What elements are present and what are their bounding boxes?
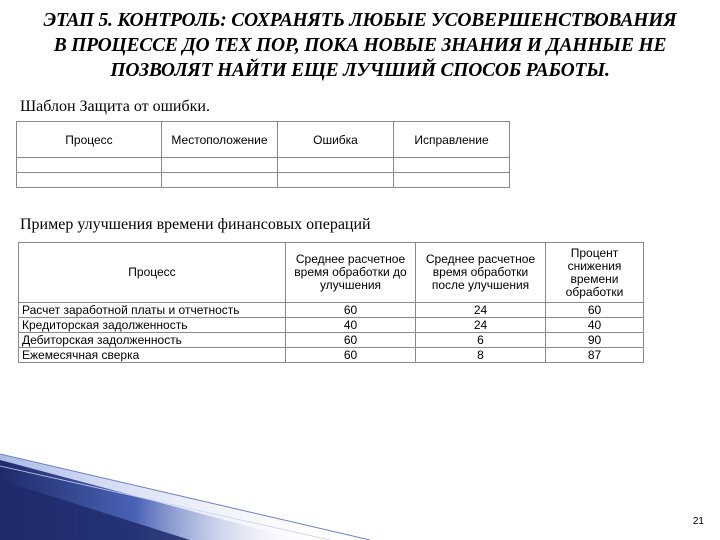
process-name: Ежемесячная сверка: [19, 348, 286, 363]
value-before: 40: [286, 318, 416, 333]
template-empty-row: [17, 158, 510, 173]
value-after: 24: [416, 303, 546, 318]
value-before: 60: [286, 303, 416, 318]
page-number: 21: [692, 516, 704, 527]
process-name: Кредиторская задолженность: [19, 318, 286, 333]
error-proofing-template-table: [16, 121, 510, 188]
value-after: 8: [416, 348, 546, 363]
process-header-after: Среднее расчетное время обработки после улучшения: [416, 243, 546, 303]
title-line-1: ЭТАП 5. КОНТРОЛЬ: СОХРАНЯТЬ ЛЮБЫЕ УСОВЕРШЕНСТВОВАНИЯ: [43, 10, 677, 31]
title-line-2: В ПРОЦЕССЕ ДО ТЕХ ПОР, ПОКА НОВЫЕ ЗНАНИЯ И ДАННЫЕ НЕ: [53, 35, 667, 56]
table-row: [19, 318, 644, 333]
template-cell: [394, 158, 510, 173]
template-header-fix: Исправление: [394, 122, 510, 158]
table-row: [19, 303, 644, 318]
value-before: 60: [286, 333, 416, 348]
process-header-row: [19, 243, 644, 303]
template-cell: [17, 173, 162, 188]
template-caption: Шаблон Защита от ошибки.: [20, 98, 210, 115]
process-header-before: Среднее расчетное время обработки до улучшения: [286, 243, 416, 303]
template-cell: [278, 158, 394, 173]
template-cell: [162, 173, 278, 188]
table-row: [19, 348, 644, 363]
value-after: 24: [416, 318, 546, 333]
process-header-process: Процесс: [19, 243, 286, 303]
process-name: Расчет заработной платы и отчетность: [19, 303, 286, 318]
corner-decoration: [0, 450, 370, 540]
template-empty-row: [17, 173, 510, 188]
template-header-process: Процесс: [17, 122, 162, 158]
value-reduction: 90: [546, 333, 644, 348]
example-caption: Пример улучшения времени финансовых операций: [20, 216, 371, 233]
title-line-3: ПОЗВОЛЯТ НАЙТИ ЕЩЕ ЛУЧШИЙ СПОСОБ РАБОТЫ.: [110, 60, 610, 81]
template-cell: [162, 158, 278, 173]
financial-operations-table: [18, 242, 644, 363]
template-cell: [17, 158, 162, 173]
value-reduction: 40: [546, 318, 644, 333]
slide-title: [10, 8, 710, 83]
template-cell: [394, 173, 510, 188]
value-before: 60: [286, 348, 416, 363]
value-reduction: 60: [546, 303, 644, 318]
template-cell: [278, 173, 394, 188]
table-row: [19, 333, 644, 348]
process-name: Дебиторская задолженность: [19, 333, 286, 348]
template-header-error: Ошибка: [278, 122, 394, 158]
template-header-row: [17, 122, 510, 158]
process-header-reduction: Процент снижения времени обработки: [546, 243, 644, 303]
template-header-location: Местоположение: [162, 122, 278, 158]
value-reduction: 87: [546, 348, 644, 363]
value-after: 6: [416, 333, 546, 348]
